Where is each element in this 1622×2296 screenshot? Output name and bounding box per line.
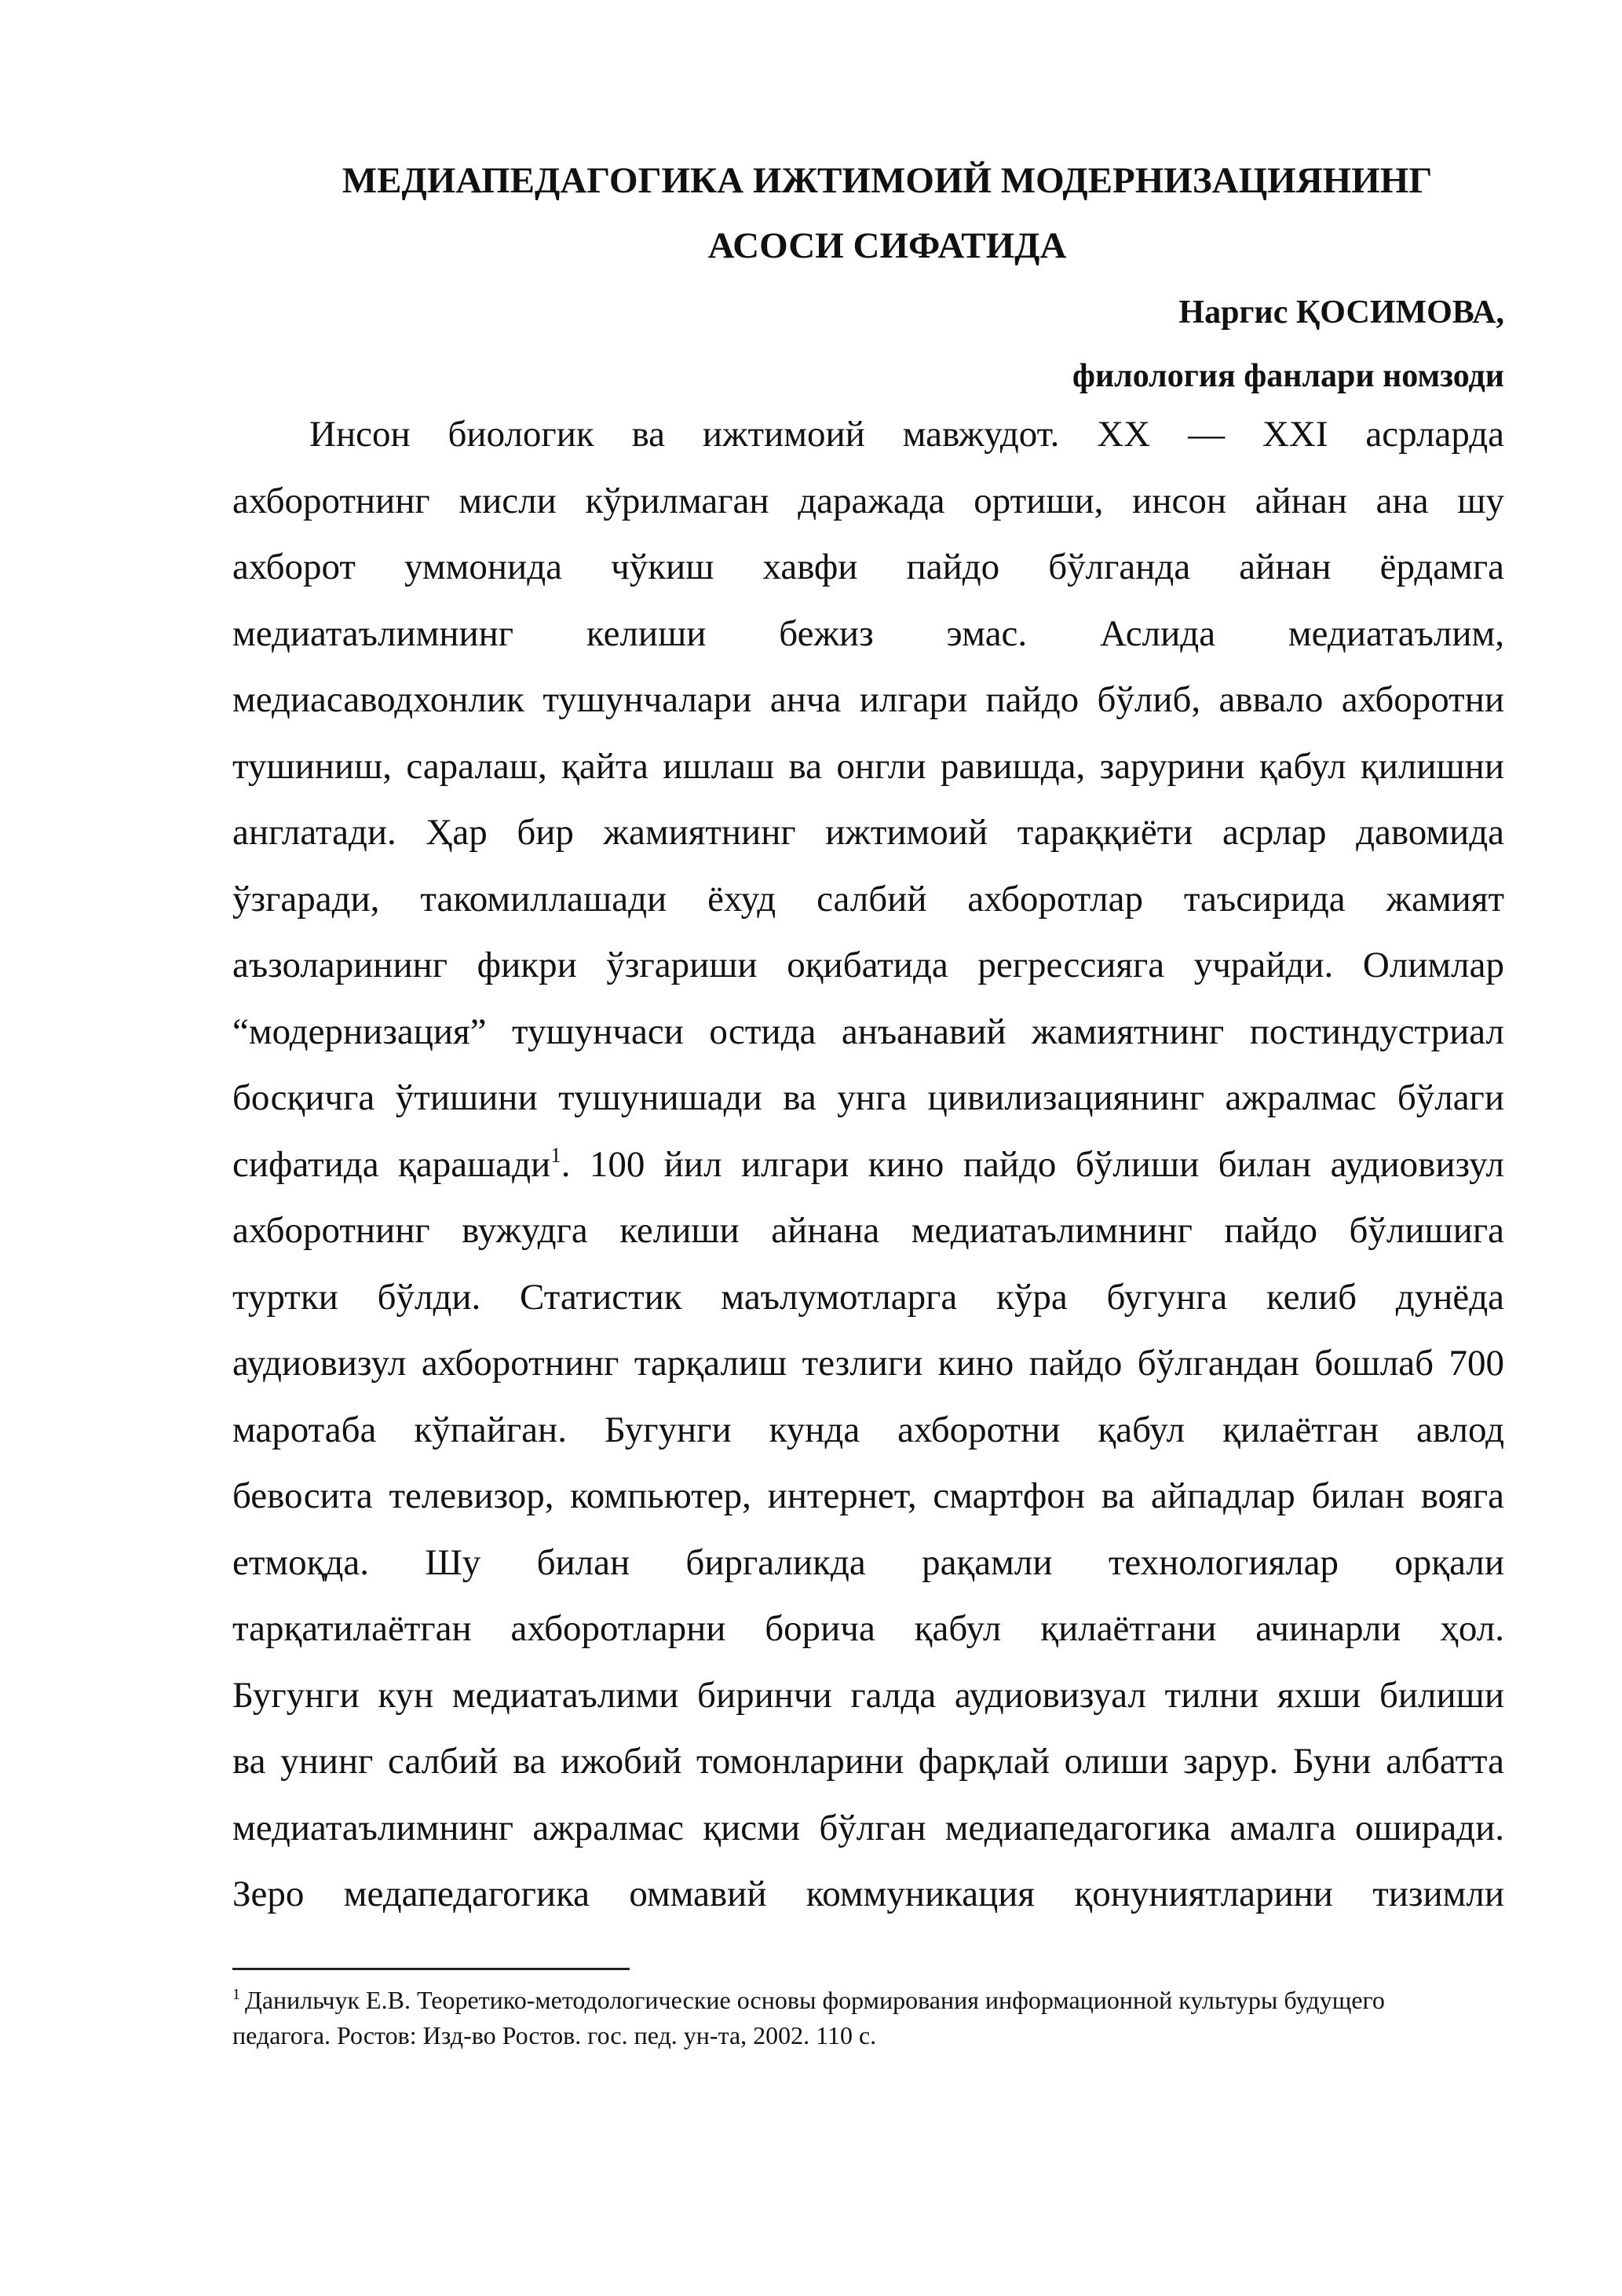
body-line: маротаба кўпайган. Бугунги кунда ахборотни қабул қилаётган авлод bbox=[232, 1409, 1504, 1450]
body-line: тарқатилаётган ахборотларни борича қабул қилаётгани ачинарли ҳол. bbox=[232, 1608, 1504, 1649]
body-line: медиатаълимнинг ажралмас қисми бўлган медиапедагогика амалга оширади. bbox=[232, 1807, 1504, 1848]
body-line: Бугунги кун медиатаълими биринчи галда аудиовизуал тилни яхши билиши bbox=[232, 1674, 1504, 1716]
article-title-line-2: АСОСИ СИФАТИДА bbox=[707, 225, 1067, 266]
body-line: англатади. Ҳар бир жамиятнинг ижтимоий тараққиёти асрлар давомида bbox=[232, 812, 1504, 853]
body-line: ва унинг салбий ва ижобий томонларини фарқлай олиши зарур. Буни албатта bbox=[232, 1741, 1504, 1782]
body-line: Зеро медапедагогика оммавий коммуникация қонуниятларини тизимли bbox=[232, 1874, 1504, 1914]
footnote-line bbox=[232, 1983, 1512, 2018]
body-line: Инсон биологик ва ижтимоий мавжудот. XX — XXI асрларда bbox=[309, 414, 1504, 455]
footnote-separator bbox=[232, 1968, 630, 1970]
body-line: “модернизация” тушунчаси остида анъанавий жамиятнинг постиндустриал bbox=[232, 1011, 1504, 1052]
body-line: ахборот уммонида чўкиш хавфи пайдо бўлганда айнан ёрдамга bbox=[232, 547, 1504, 587]
body-line-part: . 100 йил илгари кино пайдо бўлиши билан аудиовизул bbox=[561, 1143, 1504, 1185]
body-line-with-footnote bbox=[232, 1132, 1504, 1198]
body-line: ахборотнинг мисли кўрилмаган даражада ортиши, инсон айнан ана шу bbox=[232, 480, 1504, 521]
body-line: ахборотнинг вужудга келиши айнана медиатаълимнинг пайдо бўлишига bbox=[232, 1210, 1504, 1251]
body-line: тушиниш, саралаш, қайта ишлаш ва онгли равишда, зарурини қабул қилишни bbox=[232, 745, 1504, 787]
footnote-line: педагога. Ростов: Изд-во Ростов. гос. пед. ун-та, 2002. 110 с. bbox=[232, 2021, 877, 2049]
body-line-part: сифатида қарашади bbox=[232, 1143, 551, 1185]
body-line: туртки бўлди. Статистик маълумотларга кўра бугунга келиб дунёда bbox=[232, 1276, 1504, 1318]
body-line: етмоқда. Шу билан биргаликда рақамли технологиялар орқали bbox=[232, 1541, 1504, 1583]
body-line: аудиовизул ахборотнинг тарқалиш тезлиги кино пайдо бўлгандан бошлаб 700 bbox=[232, 1343, 1504, 1384]
body-line: ўзгаради, такомиллашади ёхуд салбий ахборотлар таъсирида жамият bbox=[232, 878, 1504, 919]
author-degree: филология фанлари номзоди bbox=[1072, 358, 1504, 394]
author-name: Наргис ҚОСИМОВА, bbox=[1178, 294, 1504, 331]
body-line: медиатаълимнинг келиши бежиз эмас. Аслида медиатаълим, bbox=[232, 612, 1504, 654]
footnote-text: Данильчук Е.В. Теоретико-методологические основы формирования информационной культуры будущего bbox=[245, 1986, 1385, 2014]
article-title-line-1: МЕДИАПЕДАГОГИКА ИЖТИМОИЙ МОДЕРНИЗАЦИЯНИНГ bbox=[342, 160, 1433, 201]
body-line: босқичга ўтишини тушунишади ва унга цивилизациянинг ажралмас бўлаги bbox=[232, 1077, 1504, 1118]
footnote bbox=[232, 1983, 1512, 2053]
body-line: бевосита телевизор, компьютер, интернет, смартфон ва айпадлар билан вояга bbox=[232, 1475, 1504, 1516]
footnote-mark: 1 bbox=[232, 1986, 240, 2003]
article-body bbox=[232, 401, 1504, 1928]
footnote-reference[interactable]: 1 bbox=[550, 1143, 561, 1167]
body-line: медиасаводхонлик тушунчалари анча илгари пайдо бўлиб, аввало ахборотни bbox=[232, 679, 1504, 720]
body-line: аъзоларининг фикри ўзгариши оқибатида регрессияга учрайди. Олимлар bbox=[232, 945, 1504, 985]
